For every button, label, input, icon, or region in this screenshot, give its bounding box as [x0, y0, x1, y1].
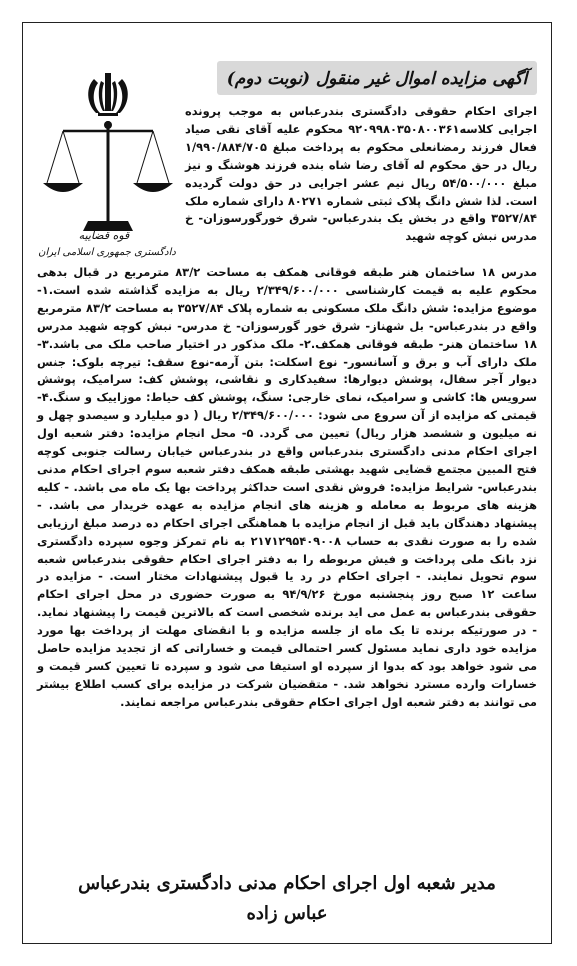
- notice-body-intro: اجرای احکام حقوقی دادگستری بندرعباس به موجب پرونده اجرایی کلاسه۹۲۰۹۹۸۰۳۵۰۸۰۰۳۶۱ محکوم علیه آقای نقی صیاد فعال فرزند رمضانعلی محکوم به پرداخت مبلغ ۱/۹۹۰/۸۸۴/۷۰۵ ریال در حق محکوم له آقای رضا شاه بنده فرزند هوشنگ و نیز مبلغ ۵۴/۵۰۰/۰۰۰ ریال نیم عشر اجرایی در حق دولت گردیده است. لذا شش دانگ پلاک ثبتی شماره ۸۰۲۷۱ دارای شماره ملک ۳۵۲۷/۸۴ واقع در بخش یک بندرعباس- شرق خورگورسوزان- خ مدرس نبش کوچه شهید: [185, 104, 537, 244]
- signature-title: مدیر شعبه اول اجرای احکام مدنی دادگستری بندرعباس: [78, 873, 496, 894]
- emblem-caption-courts: دادگستری جمهوری اسلامی ایران: [38, 247, 176, 258]
- notice-title: آگهی مزایده اموال غیر منقول (نوبت دوم): [226, 69, 528, 89]
- signature-name: عباس زاده: [246, 903, 328, 924]
- scales-of-justice-icon: [33, 51, 183, 256]
- auction-notice: [22, 22, 552, 944]
- iran-emblem-icon: [88, 73, 128, 116]
- emblem-caption-judiciary: قوه قضاییه: [78, 229, 130, 242]
- notice-body-details: مدرس ۱۸ ساختمان هنر طبقه فوقانی همکف به مساحت ۸۳/۲ مترمربع در قبال بدهی محکوم علیه به قیمت کارشناسی ۲/۳۴۹/۶۰۰/۰۰۰ ریال به مزایده گذاشته شده است.۱- موضوع مزایده: شش دانگ ملک مسکونی به شماره پلاک ۳۵۲۷/۸۴ به مساحت ۸۳/۲ مترمربع واقع در بندرعباس- بل شهناز- شرق خور گورسوزان- خ مدرس- نبش کوچه شهید مدرس ۱۸ ساختمان هنر- طبقه فوقانی همکف.۲- ملک مذکور در اختیار صاحب ملک می باشد.۳- ملک دارای آب و برق و آسانسور- نوع اسکلت: بتن آرمه-نوع سقف: تیرچه بلوک: جنس دیوار آجر سفال، پوشش دیوارها: سفیدکاری و نقاشی، پوشش کف: سرامیک، پوشش سرویس ها: کاشی و سرامیک، نمای خارجی: سنگ، پوشش کف حیاط: موزاییک و سنگ.۴- قیمتی که مزایده از آن سروع می شود: ۲/۳۴۹/۶۰۰/۰۰۰ ریال ( دو میلیارد و سیصدو چهل و نه میلیون و ششصد هزار ریال) تعیین می گردد. ۵- محل انجام مزایده: دفتر شعبه اول اجرای احکام مدنی دادگستری بندرعباس واقع در بندرعباس خیابان رسالت جنوبی کوچه فتح المبین مجتمع قضایی شهید بهشتی طبقه همکف دفتر شعبه سوم اجرای احکام مدنی بندرعباس- شرایط مزایده: فروش نقدی است حداکثر پرداخت بها یک ماه می باشد. - کلیه هزینه های مربوط به معامله و هزینه های انجام مزایده به عهده خریدار می باشد. - پیشنهاد دهندگان باید قبل از انجام مزایده با هماهنگی اجرای احکام ده درصد مبلغ ارزیابی شده را به صورت نقدی به حساب ۲۱۷۱۲۹۵۴۰۹۰۰۸ به نام تمرکز وجوه سپرده دادگستری نزد بانک ملی پرداخت و فیش مربوطه را به دفتر اجرای احکام حقوقی بندرعباس شعبه سوم تحویل نمایند. - اجرای احکام در رد یا قبول پیشنهادات مختار است. - مزایده در ساعت ۱۲ صبح روز پنجشنبه مورخ ۹۴/۹/۲۶ به صورت حضوری در محل اجرای احکام حقوقی بندرعباس به عمل می اید برنده شخصی است که بالاترین قیمت را پیشنهاد نماید. - در صورتیکه برنده تا یک ماه از جلسه مزایده و با انقضای مهلت از پرداخت بها مورد مزایده خود داری نماید مسئول کسر احتمالی قیمت و خساراتی که از تجدید مزایده حاصل می شود خواهد بود که بدوا از سپرده او استیفا می شود و سپرده تا تعیین کسر قیمت و خسارات وارده مسترد نخواهد شد. - متقضیان شرکت در مزایده برای کسب اطلاع بیشتر می توانند به دفتر شعبه اول اجرای احکام حقوقی بندرعباس مراجعه نمایند.: [37, 265, 538, 709]
